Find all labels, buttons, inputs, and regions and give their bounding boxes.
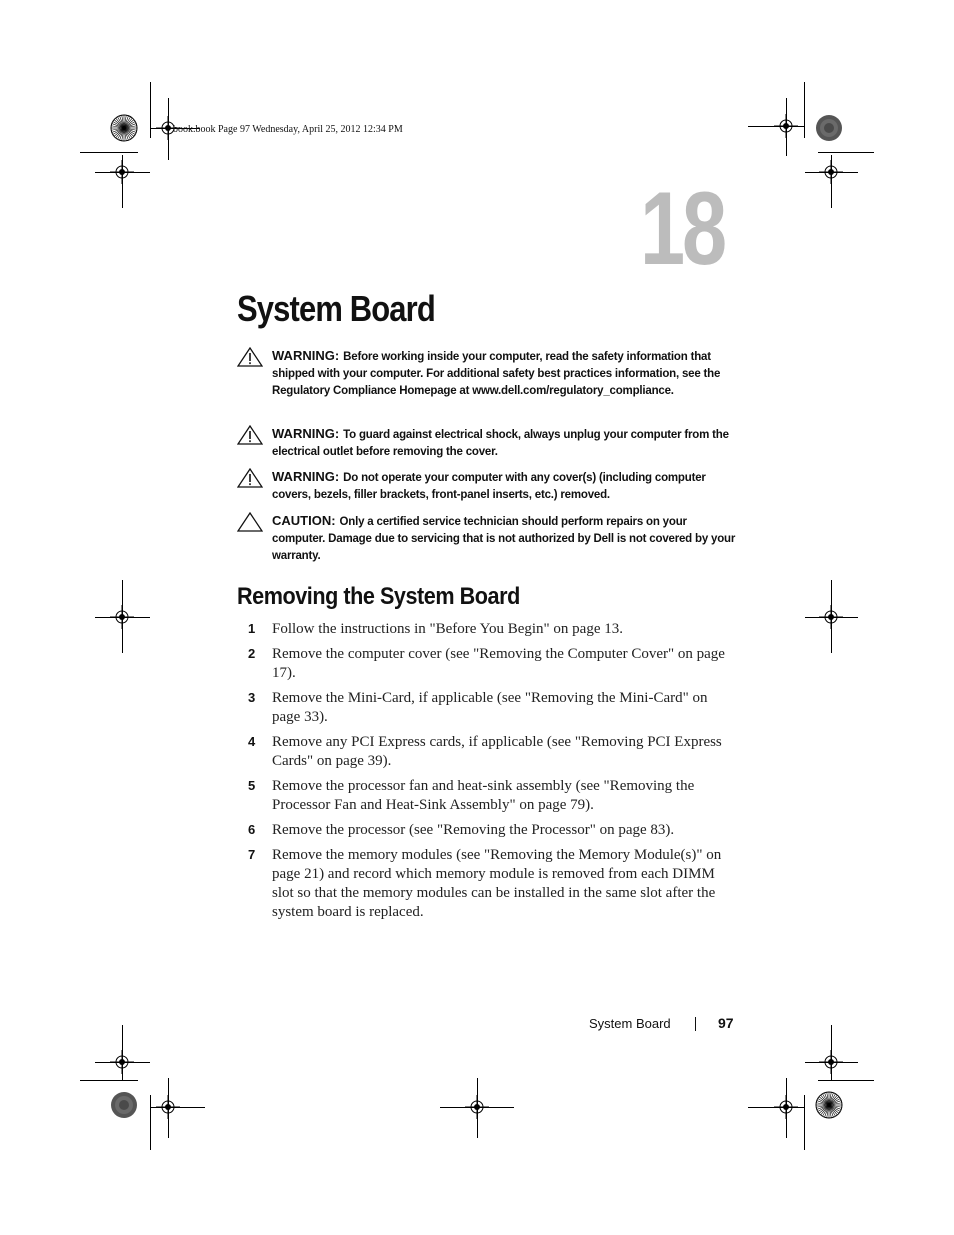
step-number: 7 [248,847,256,862]
step-number: 4 [248,734,256,749]
registration-starburst-icon [815,1091,843,1119]
warning-icon [237,347,263,372]
crop-mark-line [80,1080,138,1081]
crop-mark-line [168,98,169,160]
registration-starburst-icon [110,114,138,142]
step-text: Remove the computer cover (see "Removing the Computer Cover" on page 17). [272,646,725,681]
warning-notice [237,425,737,461]
crop-mark-line [748,1107,804,1108]
footer-page-number: 97 [718,1015,734,1031]
crop-mark-line [80,152,138,153]
caution-icon [237,512,263,537]
step-number: 6 [248,822,256,837]
crop-mark-line [95,1062,150,1063]
crop-mark-line [786,1078,787,1138]
chapter-title: System Board [237,288,435,329]
registration-dark-dot-icon [815,114,843,142]
footer-divider [695,1017,696,1031]
crop-mark-line [786,98,787,156]
step-number: 1 [248,621,256,636]
crop-mark-line [150,1095,151,1150]
crop-mark-line [122,155,123,208]
footer-chapter-title: System Board [589,1016,671,1031]
crop-mark-line [477,1078,478,1138]
step-text: Remove the processor (see "Removing the Processor" on page 83). [272,822,675,838]
notice-label: WARNING: [272,469,340,484]
crop-mark-line [95,172,150,173]
step-text: Remove the Mini-Card, if applicable (see "Removing the Mini-Card" on page 33). [272,690,708,725]
notice-text: To guard against electrical shock, always unplug your computer from the electrical outlet before removing the cover. [272,429,729,458]
notice-label: WARNING: [272,426,340,441]
steps-list [237,620,737,928]
notice-label: WARNING: [272,348,340,363]
section-title: Removing the System Board [237,583,520,610]
crop-mark-line [748,126,804,127]
print-header-info: book.book Page 97 Wednesday, April 25, 2012 12:34 PM [173,124,403,135]
step-number: 5 [248,778,256,793]
crop-mark-line [831,155,832,208]
step-item [237,689,737,727]
notice-text: Before working inside your computer, read the safety information that shipped with your computer. For additional safety best practices information, see the Regulatory Compliance Homepage at www.dell.com/regulatory_compliance. [272,351,721,397]
step-text: Follow the instructions in "Before You Begin" on page 13. [272,621,623,637]
crop-mark-line [440,1107,514,1108]
crop-mark-line [831,1025,832,1080]
notice-label: CAUTION: [272,513,336,528]
step-text: Remove the processor fan and heat-sink assembly (see "Removing the Processor Fan and Heat-Sink Assembly" on page 79). [272,778,695,813]
step-text: Remove any PCI Express cards, if applicable (see "Removing PCI Express Cards" on page 39). [272,734,722,769]
crop-mark-line [804,82,805,138]
step-item [237,733,737,771]
crop-mark-line [804,1095,805,1150]
notice-text: Do not operate your computer with any cover(s) (including computer covers, bezels, filler brackets, front-panel inserts, etc.) removed. [272,472,706,501]
registration-dark-dot-icon [110,1091,138,1119]
step-text: Remove the memory modules (see "Removing the Memory Module(s)" on page 21) and record which memory module is removed from each DIMM slot so that the memory modules can be installed in the same slot after the system board is replaced. [272,847,722,920]
step-number: 3 [248,690,256,705]
step-item [237,620,737,639]
chapter-number: 18 [640,171,724,287]
crop-mark-line [150,82,151,138]
warning-notice [237,347,737,400]
step-item [237,846,737,922]
crop-mark-line [95,617,150,618]
step-number: 2 [248,646,256,661]
crop-mark-line [168,1078,169,1138]
caution-notice [237,512,737,565]
warning-icon [237,468,263,493]
notice-text: Only a certified service technician should perform repairs on your computer. Damage due to servicing that is not authorized by Dell is not covered by your warranty. [272,516,736,562]
step-item [237,777,737,815]
crop-mark-line [150,1107,205,1108]
crop-mark-line [805,617,858,618]
warning-notice [237,468,737,504]
crop-mark-line [818,1080,874,1081]
warning-icon [237,425,263,450]
crop-mark-line [818,152,874,153]
crop-mark-line [122,1025,123,1080]
crop-mark-line [805,172,858,173]
step-item [237,821,737,840]
crop-mark-line [805,1062,858,1063]
step-item [237,645,737,683]
